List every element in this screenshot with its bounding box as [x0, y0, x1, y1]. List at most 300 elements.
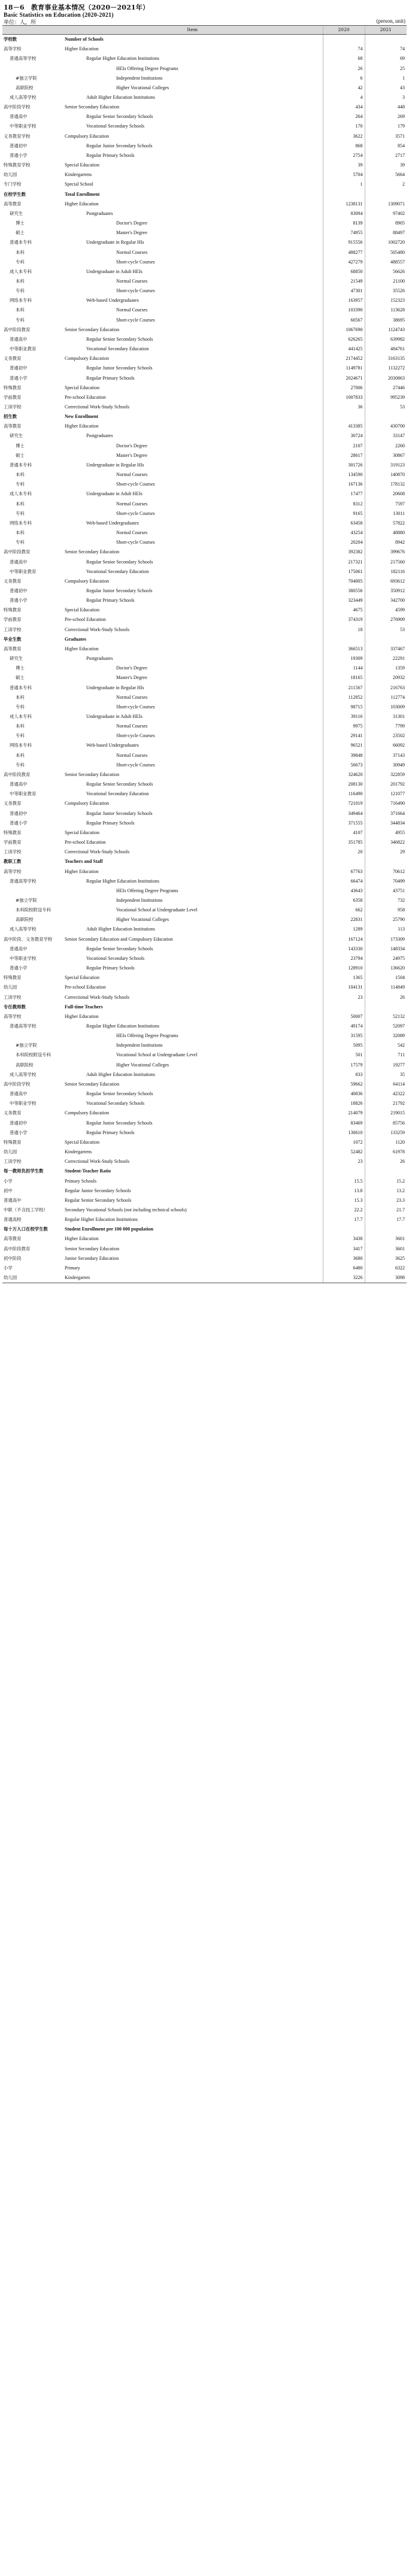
value-2020: 1149781: [323, 363, 365, 373]
value-2020: 83094: [323, 209, 365, 219]
row-label-en: Senior Secondary Education: [65, 1245, 120, 1251]
table-row: [2, 528, 407, 538]
value-2020: 3680: [323, 1254, 365, 1263]
table-row: [2, 799, 407, 808]
row-label-en: Senior Secondary Education: [65, 104, 120, 110]
value-2020: 30724: [323, 431, 365, 441]
value-2021: 2717: [365, 151, 407, 160]
table-section-row: [2, 1225, 407, 1234]
row-label-cn: 本科院校附设专科: [16, 1052, 51, 1058]
table-row: [2, 1244, 407, 1254]
value-2020: 351785: [323, 838, 365, 847]
row-label-en: Regular Senior Secondary Schools: [86, 945, 153, 951]
row-label-en: Student-Teacher Ratio: [65, 1168, 111, 1174]
row-label-en: Regular Primary Schools: [86, 375, 135, 381]
value-2020: 441425: [323, 344, 365, 354]
value-2021: 1: [365, 74, 407, 83]
value-2020: 868: [323, 141, 365, 151]
value-2021: 64114: [365, 1080, 407, 1089]
value-2020: 380556: [323, 586, 365, 596]
row-label-cn: 毕业生数: [4, 636, 22, 642]
value-2020: 74: [323, 44, 365, 54]
row-label-cn: 在校学生数: [4, 191, 26, 197]
row-label-cn: 本科: [16, 752, 25, 758]
table-row: [2, 557, 407, 566]
value-2021: 6322: [365, 1263, 407, 1273]
table-row: [2, 838, 407, 847]
row-label-cn: 义务教育学校: [4, 133, 31, 139]
table-row: [2, 741, 407, 750]
row-label-cn: 成人本专科: [10, 268, 32, 274]
value-2021: 30949: [365, 760, 407, 770]
value-2021: [365, 1225, 407, 1234]
value-2020: 116490: [323, 789, 365, 799]
value-2020: [323, 635, 365, 644]
value-2020: 49174: [323, 1022, 365, 1031]
row-label-cn: 普通高中: [10, 945, 28, 951]
row-label-cn: 工读学校: [4, 849, 22, 855]
value-2020: 366513: [323, 644, 365, 654]
value-2020: 23: [323, 1157, 365, 1166]
table-row: [2, 489, 407, 499]
row-label-en: Pre-school Education: [65, 984, 106, 990]
row-label-en: Correctional Work-Study Schools: [65, 626, 130, 632]
value-2020: 163957: [323, 296, 365, 305]
value-2021: 217560: [365, 557, 407, 566]
value-2020: 43254: [323, 528, 365, 538]
row-label-cn: 学前教育: [4, 394, 22, 400]
row-label-cn: 专科: [16, 762, 25, 768]
value-2020: [323, 1166, 365, 1176]
value-2020: [323, 1002, 365, 1012]
value-2021: 140870: [365, 470, 407, 480]
value-2020: 23794: [323, 954, 365, 963]
value-2020: 323449: [323, 596, 365, 605]
row-label-en: Undergraduate in Regular HIs: [86, 240, 144, 246]
value-2020: 349464: [323, 809, 365, 819]
table-row: [2, 209, 407, 219]
statistics-table: [2, 25, 407, 1283]
value-2020: 1072: [323, 1138, 365, 1147]
row-label-cn: 工读学校: [4, 626, 22, 632]
value-2021: 42322: [365, 1089, 407, 1099]
value-2021: 430700: [365, 422, 407, 431]
table-row: [2, 712, 407, 722]
value-2021: 693612: [365, 577, 407, 586]
row-label-en: Compulsory Education: [65, 356, 109, 362]
value-2020: 3417: [323, 1244, 365, 1254]
table-row: [2, 373, 407, 383]
value-2020: 13.8: [323, 1186, 365, 1196]
value-2020: 833: [323, 1070, 365, 1080]
value-2021: 53: [365, 625, 407, 635]
row-label-en: Regular Senior Secondary Schools: [86, 336, 153, 342]
value-2021: 52132: [365, 1012, 407, 1022]
row-label-cn: 专科: [16, 510, 25, 516]
table-row: [2, 1186, 407, 1196]
value-2020: 4107: [323, 828, 365, 838]
value-2020: 96521: [323, 741, 365, 750]
value-2020: 29141: [323, 731, 365, 741]
header-2020: 2020: [323, 26, 365, 35]
table-row: [2, 605, 407, 615]
row-label-cn: 普通高中: [10, 114, 28, 120]
table-row: [2, 780, 407, 789]
row-label-cn: 每十万人口在校学生数: [4, 1226, 48, 1232]
table-row: [2, 122, 407, 131]
table-row: [2, 693, 407, 702]
value-2021: 43751: [365, 886, 407, 896]
row-label-cn: 成人高等学校: [10, 1071, 37, 1077]
table-section-row: [2, 635, 407, 644]
value-2021: [365, 35, 407, 45]
value-2021: 26: [365, 1157, 407, 1166]
value-2021: 66092: [365, 741, 407, 750]
row-label-cn: 网络本专科: [10, 298, 32, 304]
row-label-en: Undergraduate in Adult HEIs: [86, 491, 143, 497]
row-label-en: Kindergartens: [65, 172, 92, 178]
value-2020: 214079: [323, 1108, 365, 1118]
value-2020: 3226: [323, 1273, 365, 1283]
row-label-en: Postgraduates: [86, 656, 113, 662]
value-2021: [365, 1002, 407, 1012]
table-row: [2, 277, 407, 286]
row-label-cn: #独立学院: [16, 897, 37, 903]
value-2021: 113628: [365, 305, 407, 315]
table-row: [2, 877, 407, 886]
value-2021: 38695: [365, 316, 407, 325]
row-label-en: Short-cycle Courses: [116, 733, 155, 739]
row-label-cn: 高中阶段、义务教育学校: [4, 936, 53, 942]
row-label-en: Higher Vocational Colleges: [116, 1062, 169, 1068]
row-label-cn: 普通初中: [10, 143, 28, 149]
table-row: [2, 305, 407, 315]
table-row: [2, 519, 407, 528]
value-2021: 1359: [365, 663, 407, 673]
value-2020: 17477: [323, 489, 365, 499]
row-label-en: Undergraduate in Regular HIs: [86, 462, 144, 468]
unit-en: (person, unit): [376, 18, 405, 24]
row-label-en: Regular Senior Secondary Schools: [65, 1197, 132, 1203]
value-2021: 350912: [365, 586, 407, 596]
row-label-en: Vocational Secondary Education: [86, 568, 149, 574]
value-2020: 104131: [323, 983, 365, 992]
table-row: [2, 344, 407, 354]
value-2021: 3625: [365, 1254, 407, 1263]
table-section-row: [2, 1166, 407, 1176]
value-2021: 958: [365, 905, 407, 915]
value-2021: 70499: [365, 877, 407, 886]
table-section-row: [2, 35, 407, 45]
row-label-cn: 普通高中: [10, 781, 28, 787]
row-label-en: Independent Institutions: [116, 1042, 163, 1048]
value-2021: 711: [365, 1050, 407, 1060]
value-2020: 63458: [323, 519, 365, 528]
table-row: [2, 1128, 407, 1138]
value-2020: 2107: [323, 441, 365, 451]
row-label-cn: 高中阶段学校: [4, 104, 31, 110]
row-label-en: Correctional Work-Study Schools: [65, 994, 130, 1000]
value-2020: 721019: [323, 799, 365, 808]
value-2021: 20608: [365, 489, 407, 499]
row-label-cn: 高中阶段教育: [4, 771, 31, 777]
row-label-en: Normal Courses: [116, 278, 148, 284]
value-2021: 85756: [365, 1119, 407, 1128]
row-label-cn: 博士: [16, 665, 25, 671]
row-label-en: Master's Degree: [116, 675, 147, 681]
table-row: [2, 480, 407, 489]
value-2021: 3: [365, 93, 407, 102]
table-row: [2, 935, 407, 944]
row-label-en: Regular Higher Education Institutions: [86, 56, 159, 62]
row-label-cn: 学前教育: [4, 617, 22, 623]
row-label-cn: 专科: [16, 288, 25, 294]
value-2020: 67763: [323, 866, 365, 876]
row-label-en: Higher Education: [65, 423, 99, 429]
row-label-cn: 高等学校: [4, 868, 22, 874]
table-row: [2, 567, 407, 577]
value-2021: 269: [365, 112, 407, 122]
row-label-en: Normal Courses: [116, 249, 148, 255]
value-2021: 732: [365, 896, 407, 905]
row-label-en: Kindergartens: [65, 1149, 92, 1155]
row-label-en: Independent Institutions: [116, 75, 163, 81]
table-section-row: [2, 857, 407, 866]
value-2021: 399676: [365, 547, 407, 557]
row-label-cn: 普通初中: [10, 1120, 28, 1126]
row-label-en: Short-cycle Courses: [116, 288, 155, 294]
value-2021: 344834: [365, 819, 407, 828]
row-label-cn: [2, 886, 62, 896]
value-2020: 2024671: [323, 373, 365, 383]
table-row: [2, 228, 407, 238]
value-2021: 148334: [365, 944, 407, 954]
row-label-cn: 特殊教育: [4, 384, 22, 390]
row-label-cn: 成人高等学校: [10, 95, 37, 101]
value-2020: 1144: [323, 663, 365, 673]
table-row: [2, 316, 407, 325]
row-label-cn: 幼儿园: [4, 984, 17, 990]
value-2021: 3601: [365, 1244, 407, 1254]
table-row: [2, 954, 407, 963]
table-row: [2, 451, 407, 460]
table-row: [2, 1099, 407, 1108]
value-2020: 167124: [323, 935, 365, 944]
value-2021: 4599: [365, 605, 407, 615]
row-label-en: Senior Secondary Education: [65, 771, 120, 777]
value-2020: 371555: [323, 819, 365, 828]
value-2020: 1289: [323, 925, 365, 934]
value-2021: 13011: [365, 509, 407, 519]
value-2021: 15.2: [365, 1176, 407, 1186]
value-2020: 98715: [323, 702, 365, 712]
row-label-cn: 普通高等学校: [10, 878, 37, 884]
row-label-en: Doctor's Degree: [116, 665, 147, 671]
row-label-en: New Enrollment: [65, 414, 99, 420]
value-2020: 8312: [323, 499, 365, 509]
value-2021: 23502: [365, 731, 407, 741]
value-2020: 301726: [323, 460, 365, 470]
value-2020: 3438: [323, 1234, 365, 1244]
value-2021: 1002720: [365, 238, 407, 247]
value-2020: 488277: [323, 247, 365, 257]
row-label-en: HEIs Offering Degree Programs: [116, 1033, 178, 1039]
row-label-cn: 学校数: [4, 37, 17, 43]
row-label-en: Regular Primary Schools: [86, 152, 135, 158]
value-2020: 6: [323, 74, 365, 83]
table-row: [2, 247, 407, 257]
row-label-cn: 高职院校: [16, 917, 34, 923]
value-2020: 1365: [323, 973, 365, 983]
row-label-cn: 高等学校: [4, 46, 22, 52]
row-label-cn: [2, 63, 62, 73]
table-row: [2, 325, 407, 335]
table-row: [2, 983, 407, 992]
value-2021: 27446: [365, 383, 407, 393]
table-row: [2, 1205, 407, 1215]
value-2021: 542: [365, 1041, 407, 1050]
value-2021: 21792: [365, 1099, 407, 1108]
table-row: [2, 1157, 407, 1166]
row-label-en: Short-cycle Courses: [116, 481, 155, 487]
row-label-en: Undergraduate in Regular HIs: [86, 684, 144, 690]
value-2020: 15.3: [323, 1196, 365, 1205]
row-label-cn: 高等教育: [4, 645, 22, 651]
value-2020: 21549: [323, 277, 365, 286]
value-2021: 3098: [365, 1273, 407, 1283]
value-2020: 47301: [323, 286, 365, 296]
table-row: [2, 470, 407, 480]
row-label-en: Normal Courses: [116, 723, 148, 729]
table-row: [2, 151, 407, 160]
value-2020: 39848: [323, 751, 365, 760]
value-2020: [323, 190, 365, 199]
row-label-cn: 专科: [16, 540, 25, 545]
row-label-cn: 本科: [16, 694, 25, 700]
row-label-cn: 中等职业教育: [10, 346, 37, 352]
row-label-cn: 高中阶段教育: [4, 326, 31, 332]
row-label-en: Primary: [65, 1265, 80, 1271]
row-label-en: Vocational Secondary Schools: [86, 1101, 145, 1107]
value-2020: 2754: [323, 151, 365, 160]
value-2020: 56673: [323, 760, 365, 770]
value-2020: 143330: [323, 944, 365, 954]
row-label-cn: 特殊教育: [4, 607, 22, 613]
table-row: [2, 199, 407, 209]
row-label-en: Compulsory Education: [65, 1110, 109, 1116]
value-2021: 276909: [365, 615, 407, 625]
table-row: [2, 789, 407, 799]
row-label-cn: 研究生: [10, 433, 23, 439]
row-label-cn: 中职（不含技工学校）: [4, 1207, 48, 1213]
row-label-en: Postgraduates: [86, 210, 113, 216]
table-section-row: [2, 412, 407, 422]
value-2021: 61978: [365, 1147, 407, 1157]
row-label-en: Compulsory Education: [65, 801, 109, 807]
row-label-cn: 普通本专科: [10, 684, 32, 690]
table-row: [2, 625, 407, 635]
row-label-en: Total Enrollment: [65, 191, 100, 197]
value-2021: 25790: [365, 915, 407, 925]
table-row: [2, 132, 407, 141]
value-2021: 48880: [365, 528, 407, 538]
row-label-cn: 高等学校: [4, 1013, 22, 1019]
value-2021: 1132272: [365, 363, 407, 373]
row-label-en: Correctional Work-Study Schools: [65, 849, 130, 855]
table-row: [2, 731, 407, 741]
row-label-en: Adult Higher Education Institutions: [86, 95, 155, 101]
value-2020: 60567: [323, 316, 365, 325]
row-label-en: Higher Vocational Colleges: [116, 917, 169, 923]
row-label-en: Short-cycle Courses: [116, 510, 155, 516]
value-2021: 201792: [365, 780, 407, 789]
value-2020: 68: [323, 54, 365, 63]
row-label-cn: 中等职业学校: [10, 955, 37, 961]
row-label-en: Normal Courses: [116, 752, 148, 758]
row-label-cn: 本科: [16, 278, 25, 284]
value-2020: 427279: [323, 257, 365, 267]
value-2021: 13.2: [365, 1186, 407, 1196]
value-2021: [365, 857, 407, 866]
value-2021: 2030863: [365, 373, 407, 383]
table-row: [2, 460, 407, 470]
row-label-en: Pre-school Education: [65, 617, 106, 623]
row-label-cn: 每一教师负担学生数: [4, 1168, 44, 1174]
header-2021: 2021: [365, 26, 407, 35]
row-label-cn: 高中阶段学校: [4, 1081, 31, 1087]
value-2021: 57822: [365, 519, 407, 528]
value-2021: 69: [365, 54, 407, 63]
table-row: [2, 886, 407, 896]
value-2020: 4675: [323, 605, 365, 615]
value-2020: 43643: [323, 886, 365, 896]
table-row: [2, 663, 407, 673]
row-label-en: Short-cycle Courses: [116, 540, 155, 545]
table-row: [2, 102, 407, 112]
value-2021: 216763: [365, 683, 407, 692]
value-2020: 23: [323, 992, 365, 1002]
value-2020: 15.5: [323, 1176, 365, 1186]
row-label-en: Higher Education: [65, 645, 99, 651]
row-label-cn: 高等教育: [4, 201, 22, 207]
row-label-cn: 特殊教育学校: [4, 162, 31, 168]
table-row: [2, 760, 407, 770]
row-label-cn: 幼儿园: [2, 1273, 62, 1283]
table-row: [2, 1022, 407, 1031]
value-2020: 17579: [323, 1060, 365, 1070]
value-2021: 136620: [365, 963, 407, 973]
value-2021: 337467: [365, 644, 407, 654]
table-row: [2, 363, 407, 373]
value-2020: 68850: [323, 267, 365, 277]
row-label-cn: 特殊教育: [4, 1139, 22, 1145]
value-2021: 639982: [365, 335, 407, 344]
value-2021: 70612: [365, 866, 407, 876]
table-row: [2, 1060, 407, 1070]
table-row: [2, 238, 407, 247]
table-row: [2, 286, 407, 296]
value-2021: 152323: [365, 296, 407, 305]
row-label-cn: 普通高中: [10, 1091, 28, 1097]
table-row: [2, 74, 407, 83]
row-label-cn: 专门学校: [4, 181, 22, 187]
row-label-en: Vocational Secondary Schools: [86, 123, 145, 129]
row-label-cn: 普通初中: [10, 587, 28, 593]
table-row: [2, 509, 407, 519]
table-row: [2, 160, 407, 170]
row-label-en: Higher Education: [65, 1013, 99, 1019]
value-2021: 3601: [365, 1234, 407, 1244]
